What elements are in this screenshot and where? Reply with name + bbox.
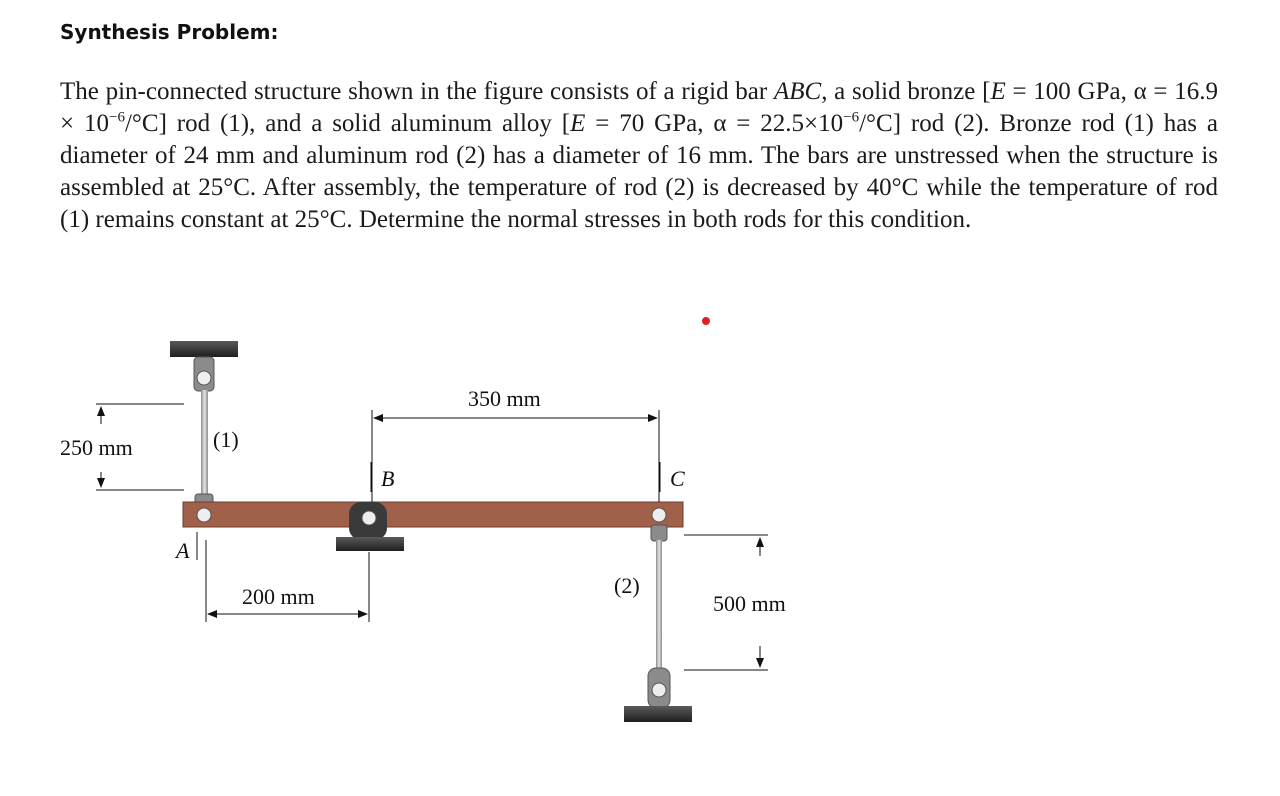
dimension-500-label: 500 mm — [713, 591, 786, 616]
dimension-250-label: 250 mm — [60, 435, 133, 460]
dimension-350 — [372, 410, 659, 502]
point-b-label: B — [381, 466, 395, 491]
rod-2-upper-clevis — [651, 525, 667, 541]
rod-2-label: (2) — [614, 573, 640, 598]
red-marker-dot — [702, 317, 710, 325]
rod-1-label: (1) — [213, 427, 239, 452]
pin-a — [197, 508, 211, 522]
rod-2 — [656, 540, 662, 670]
structure-figure — [0, 280, 1280, 796]
pin-c — [652, 508, 666, 522]
point-c-label: C — [670, 466, 685, 491]
point-a-label: A — [176, 538, 190, 563]
dimension-350-label: 350 mm — [468, 386, 541, 411]
dimension-200 — [206, 540, 369, 622]
dimension-200-label: 200 mm — [242, 584, 315, 609]
rigid-bar-abc — [183, 502, 683, 527]
bottom-support — [624, 668, 692, 722]
top-support — [170, 341, 238, 391]
problem-statement: The pin-connected structure shown in the figure consists of a rigid bar ABC, a solid bronze [E = 100 GPa, $\alpha = 16.9 \times 10^{-6}/^\circ C$] rod (1), and a solid aluminum alloy [E = 70 GPa, $\alpha = 22.5\times 10^{-6}/^\circ C$] rod (2). Bronze rod (1) has a diameter of 24 mm and aluminum rod (2) has a diameter of 16 mm. The bars are unstressed when the structure is assembled at 25°C. After assembly, the temperature of rod (2) is decreased by 40°C while the temperature of rod (1) remains constant at 25°C. Determine the normal stresses in both rods for this condition. — [60, 78, 1218, 233]
rod-1 — [201, 390, 208, 498]
problem-heading: Synthesis Problem: — [60, 20, 279, 44]
